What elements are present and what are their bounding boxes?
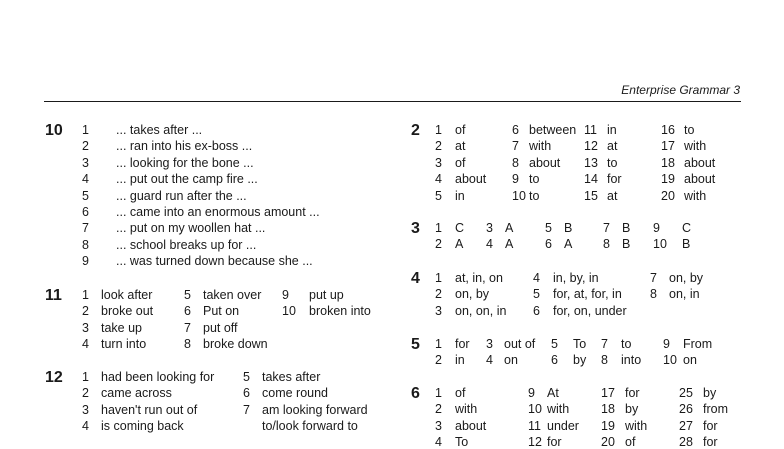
item-answer: into	[621, 353, 642, 368]
item-number: 5	[533, 287, 540, 302]
item-answer: on, by	[455, 287, 490, 302]
item-answer: for	[607, 172, 622, 187]
item-answer: had been looking for	[101, 370, 215, 384]
item-number: 11	[528, 418, 541, 433]
item-answer: taken over	[203, 288, 262, 302]
item-answer: to	[621, 337, 632, 351]
item-number: 18	[601, 402, 615, 417]
item-answer: broke out	[101, 304, 154, 319]
item-number: 2	[435, 353, 442, 368]
item-number: 9	[663, 337, 670, 351]
item-number: 3	[435, 418, 442, 433]
item-answer: at, in, on	[455, 271, 503, 285]
item-answer: to	[529, 172, 540, 187]
item-answer: haven't run out of	[101, 402, 198, 417]
item-answer: about	[684, 172, 716, 187]
item-answer: of	[455, 155, 466, 170]
item-answer: look after	[101, 288, 153, 302]
item-answer: ... school breaks up for ...	[116, 237, 257, 252]
header-title: Enterprise Grammar 3	[621, 83, 740, 97]
item-answer: C	[455, 221, 465, 235]
item-answer: with	[684, 139, 707, 154]
item-number: 6	[243, 386, 250, 401]
item-number: 1	[82, 123, 89, 137]
item-number: 6	[82, 205, 89, 219]
item-number: 26	[679, 402, 693, 417]
item-answer: broken into	[309, 304, 371, 319]
item-answer: from	[703, 402, 728, 417]
item-number: 2	[435, 237, 442, 252]
item-number: 2	[82, 139, 89, 154]
item-number: 14	[584, 172, 598, 187]
item-answer: A	[505, 237, 514, 252]
item-number: 5	[82, 188, 89, 203]
item-answer: under	[547, 418, 579, 433]
item-answer: put off	[203, 320, 238, 335]
item-answer: ... guard run after the ...	[116, 188, 247, 203]
item-answer: to	[529, 188, 540, 203]
item-answer: take up	[101, 320, 143, 335]
item-number: 6	[184, 304, 191, 319]
item-number: 7	[243, 402, 250, 417]
item-number: 3	[82, 155, 89, 170]
item-number: 7	[512, 139, 519, 154]
item-answer: with	[547, 402, 570, 417]
item-answer: at	[607, 188, 618, 203]
item-number: 19	[661, 172, 675, 187]
item-answer: To	[573, 337, 587, 351]
item-answer: am looking forward	[262, 402, 368, 417]
item-answer: on, in	[669, 287, 700, 302]
section-number: 6	[411, 385, 420, 402]
item-answer: for, on, under	[553, 303, 627, 318]
item-number: 11	[584, 123, 597, 137]
item-number: 4	[486, 353, 493, 368]
header-rule	[44, 101, 741, 102]
item-answer: in	[455, 353, 465, 368]
item-answer: between	[529, 123, 577, 137]
item-number: 1	[82, 370, 89, 384]
item-number: 5	[435, 188, 442, 203]
item-answer: of	[455, 123, 466, 137]
item-number: 3	[82, 320, 89, 335]
item-number: 2	[82, 386, 89, 401]
item-answer: in	[607, 123, 617, 137]
item-answer: about	[529, 155, 561, 170]
item-answer: takes after	[262, 370, 321, 384]
item-number: 7	[603, 221, 610, 235]
item-answer: with	[684, 188, 707, 203]
item-number: 4	[82, 172, 89, 187]
item-answer: C	[682, 221, 692, 235]
item-number: 7	[650, 271, 657, 285]
item-answer: A	[455, 237, 464, 252]
item-number: 9	[282, 288, 289, 302]
section-number: 5	[411, 336, 420, 353]
item-answer: on, on, in	[455, 303, 507, 318]
item-number: 3	[82, 402, 89, 417]
item-number: 15	[584, 188, 598, 203]
item-number: 19	[601, 418, 615, 433]
item-number: 9	[512, 172, 519, 187]
item-number: 12	[584, 139, 598, 154]
item-answer: by	[625, 402, 639, 417]
item-number: 10	[653, 237, 667, 252]
item-answer: ... put out the camp fire ...	[116, 172, 258, 187]
item-number: 2	[435, 287, 442, 302]
item-answer: by	[703, 386, 717, 400]
item-answer: At	[547, 386, 559, 400]
item-number: 8	[512, 155, 519, 170]
item-number: 2	[82, 304, 89, 319]
item-answer: of	[455, 386, 466, 400]
item-number: 13	[584, 155, 598, 170]
item-number: 3	[435, 155, 442, 170]
item-number: 2	[435, 402, 442, 417]
item-answer: ... looking for the bone ...	[116, 155, 254, 170]
item-number: 2	[435, 139, 442, 154]
item-number: 8	[603, 237, 610, 252]
section-number: 10	[45, 122, 63, 139]
item-number: 1	[82, 288, 89, 302]
item-number: 5	[184, 288, 191, 302]
item-answer: about	[455, 418, 487, 433]
section-number: 12	[45, 369, 63, 386]
item-answer: with	[455, 402, 478, 417]
item-number: 5	[545, 221, 552, 235]
item-number: 10	[528, 402, 542, 417]
item-number: 18	[661, 155, 675, 170]
item-number: 1	[435, 221, 442, 235]
item-answer: for	[703, 418, 718, 433]
item-answer: on	[683, 353, 697, 368]
item-number: 20	[661, 188, 675, 203]
item-answer: ... came into an enormous amount ...	[116, 205, 320, 219]
item-answer: put up	[309, 288, 344, 302]
item-number: 7	[82, 221, 89, 236]
item-answer: is coming back	[101, 419, 184, 434]
item-answer: To	[455, 435, 469, 449]
item-number: 3	[435, 303, 442, 318]
item-answer: with	[529, 139, 552, 154]
item-number: 16	[661, 123, 675, 137]
item-number: 1	[435, 337, 442, 351]
item-answer: ... takes after ...	[116, 123, 203, 137]
item-answer: to/look forward to	[262, 419, 358, 434]
item-answer: out of	[504, 337, 536, 351]
item-answer: at	[607, 139, 618, 154]
item-number: 4	[435, 172, 442, 187]
item-answer: turn into	[101, 337, 147, 352]
item-answer: ... ran into his ex-boss ...	[116, 139, 253, 154]
item-number: 5	[243, 370, 250, 384]
item-number: 8	[82, 237, 89, 252]
item-answer: to	[607, 155, 618, 170]
item-answer: ... was turned down because she ...	[116, 254, 313, 269]
item-answer: of	[625, 435, 636, 449]
item-number: 9	[653, 221, 660, 235]
item-number: 4	[435, 435, 442, 449]
item-number: 20	[601, 435, 615, 449]
section-number: 4	[411, 270, 420, 287]
item-answer: for	[455, 337, 470, 351]
item-number: 1	[435, 123, 442, 137]
item-number: 8	[184, 337, 191, 352]
item-answer: about	[455, 172, 487, 187]
item-answer: on	[504, 353, 518, 368]
item-answer: by	[573, 353, 587, 368]
item-number: 10	[282, 304, 296, 319]
item-answer: for	[703, 435, 718, 449]
item-answer: for	[547, 435, 562, 449]
item-number: 5	[551, 337, 558, 351]
item-number: 28	[679, 435, 693, 449]
item-answer: A	[505, 221, 514, 235]
item-number: 8	[650, 287, 657, 302]
item-number: 10	[512, 188, 526, 203]
item-number: 4	[533, 271, 540, 285]
item-answer: with	[625, 418, 648, 433]
item-number: 6	[512, 123, 519, 137]
item-answer: for, at, for, in	[553, 287, 622, 302]
item-number: 7	[601, 337, 608, 351]
item-number: 6	[551, 353, 558, 368]
item-number: 17	[661, 139, 675, 154]
item-answer: on, by	[669, 271, 704, 285]
item-answer: B	[622, 237, 631, 252]
item-number: 6	[545, 237, 552, 252]
item-number: 17	[601, 386, 615, 400]
item-number: 8	[601, 353, 608, 368]
item-answer: came across	[101, 386, 172, 401]
item-answer: B	[622, 221, 631, 235]
item-answer: From	[683, 337, 713, 351]
item-number: 25	[679, 386, 693, 400]
item-answer: to	[684, 123, 695, 137]
item-answer: A	[564, 237, 573, 252]
item-number: 4	[486, 237, 493, 252]
item-answer: in, by, in	[553, 271, 599, 285]
item-answer: ... put on my woollen hat ...	[116, 221, 266, 236]
item-number: 4	[82, 337, 89, 352]
item-number: 9	[528, 386, 535, 400]
item-answer: for	[625, 386, 640, 400]
item-answer: about	[684, 155, 716, 170]
item-answer: B	[564, 221, 573, 235]
item-answer: broke down	[203, 337, 268, 352]
item-number: 10	[663, 353, 677, 368]
item-answer: in	[455, 188, 465, 203]
item-number: 1	[435, 386, 442, 400]
item-answer: B	[682, 237, 691, 252]
item-number: 3	[486, 221, 493, 235]
item-number: 12	[528, 435, 542, 449]
section-number: 11	[45, 287, 62, 304]
item-answer: at	[455, 139, 466, 154]
item-number: 9	[82, 254, 89, 269]
item-number: 6	[533, 303, 540, 318]
section-number: 3	[411, 220, 420, 237]
item-number: 3	[486, 337, 493, 351]
item-answer: Put on	[203, 304, 240, 319]
item-number: 27	[679, 418, 693, 433]
item-number: 4	[82, 419, 89, 434]
section-number: 2	[411, 122, 420, 139]
item-number: 1	[435, 271, 442, 285]
item-answer: come round	[262, 386, 329, 401]
item-number: 7	[184, 320, 191, 335]
